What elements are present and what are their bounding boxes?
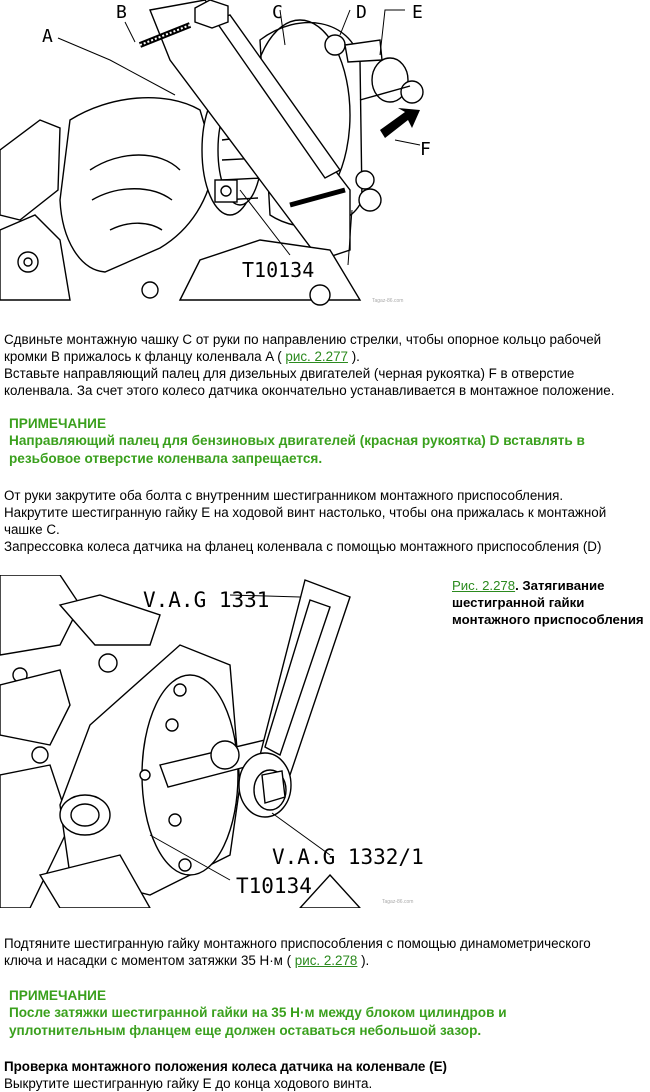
label-b: B	[116, 2, 127, 23]
figure-link-2-277[interactable]: рис. 2.277	[285, 349, 348, 364]
note-line: уплотнительным фланцем еще должен оставаться небольшой зазор.	[9, 1023, 482, 1038]
instruction-paragraph-3	[4, 935, 646, 969]
text-span: ключа и насадки с моментом затяжки 35 Н·м (	[4, 953, 295, 968]
label-f: F	[420, 139, 431, 160]
label-c: C	[272, 2, 283, 23]
note-box-1	[9, 415, 639, 468]
watermark-1: Tagaz-86.com	[372, 298, 404, 304]
note-line: Направляющий палец для бензиновых двигателей (красная рукоятка) D вставлять в	[9, 433, 585, 448]
text-line: Накрутите шестигранную гайку E на ходовой винт настолько, чтобы она прижалась к монтажной	[4, 505, 607, 520]
section-heading: Проверка монтажного положения колеса датчика на коленвале (E)	[4, 1059, 447, 1074]
caption-text: . Затягивание шестигранной гайки монтажного приспособления	[452, 578, 644, 627]
text-line: Сдвиньте монтажную чашку C от руки по направлению стрелки, чтобы опорное кольцо рабочей	[4, 332, 602, 347]
figure-torque-wrench	[0, 575, 445, 908]
text-line	[4, 952, 646, 969]
figure-1-drawing	[0, 0, 450, 306]
text-line: От руки закрутите оба болта с внутренним шестигранником монтажного приспособления.	[4, 488, 564, 503]
figure-crankshaft-tool-assembly	[0, 0, 450, 306]
text-span: ).	[357, 953, 370, 968]
text-line	[4, 348, 646, 365]
label-t10134: T10134	[242, 258, 315, 282]
text-line: чашке C.	[4, 522, 60, 537]
label-e: E	[412, 2, 423, 23]
text-line: Запрессовка колеса датчика на фланец коленвала с помощью монтажного приспособления (D)	[4, 539, 602, 554]
figure-link-caption[interactable]: Рис. 2.278	[452, 578, 516, 593]
figure-link-2-278[interactable]: рис. 2.278	[294, 953, 358, 968]
label-vag-1331: V.A.G 1331	[143, 588, 270, 612]
figure-caption-2-278	[452, 577, 648, 628]
note-box-2	[9, 987, 639, 1040]
text-line: Вставьте направляющий палец для дизельных двигателей (черная рукоятка) F в отверстие	[4, 366, 575, 381]
text-line: Выкрутите шестигранную гайку E до конца ходового винта.	[4, 1076, 373, 1091]
text-line: коленвала. За счет этого колесо датчика окончательно устанавливается в монтажное положение.	[4, 383, 615, 398]
text-line: Подтяните шестигранную гайку монтажного приспособления с помощью динамометрического	[4, 936, 591, 951]
check-section	[4, 1058, 646, 1092]
note-title: ПРИМЕЧАНИЕ	[9, 416, 107, 431]
note-line: резьбовое отверстие коленвала запрещается.	[9, 451, 323, 466]
label-vag-1332-1: V.A.G 1332/1	[272, 845, 424, 869]
note-line: После затяжки шестигранной гайки на 35 Н·м между блоком цилиндров и	[9, 1005, 507, 1020]
instruction-paragraph-2	[4, 487, 646, 555]
text-span: ).	[347, 349, 360, 364]
instruction-paragraph-1	[4, 331, 646, 399]
figure-2-drawing	[0, 575, 445, 908]
note-title: ПРИМЕЧАНИЕ	[9, 988, 107, 1003]
watermark-2: Tagaz-86.com	[382, 899, 414, 905]
text-span: кромки B прижалось к фланцу коленвала A (	[4, 349, 286, 364]
label-a: A	[42, 26, 53, 47]
label-d: D	[356, 2, 367, 23]
label-t10134-2: T10134	[236, 874, 312, 898]
